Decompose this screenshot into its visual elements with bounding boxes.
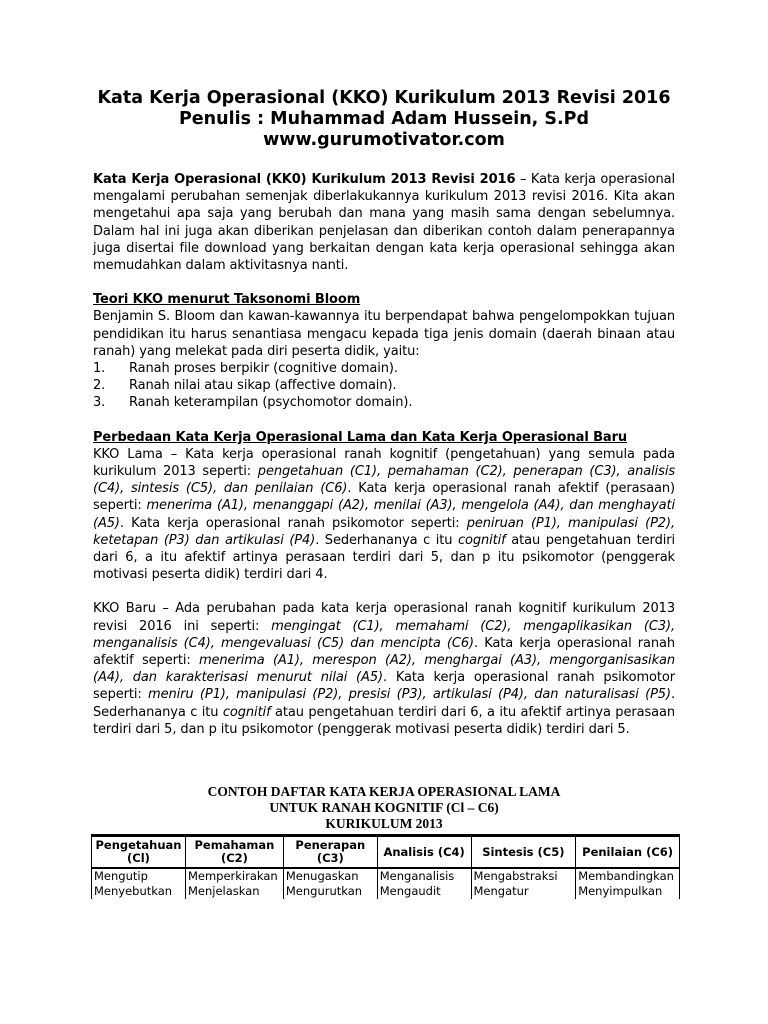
table-header-cell: Sintesis (C5): [471, 836, 576, 869]
table-cell: Menyebutkan: [92, 884, 186, 899]
title-line-1: Kata Kerja Operasional (KKO) Kurikulum 2013 Revisi 2016: [97, 88, 671, 108]
bloom-paragraph: Benjamin S. Bloom dan kawan-kawannya itu berpendapat bahwa pengelompokkan tujuan pendidikan itu harus senantiasa mengacu kepada tiga jenis domain (daerah binaan atau ranah) yang melekat pada diri peserta didik, yaitu:: [93, 309, 675, 359]
intro-text: – Kata kerja operasional mengalami perubahan semenjak diberlakukannya kurikulum 2013 revisi 2016. Kita akan mengetahui apa saja yang berubah dan mana yang masih sama dengan sebelumnya. Dalam hal ini juga akan diberikan penjelasan dan diberikan contoh dalam penerapannya juga disertai file download yang berkaitan dengan kata kerja operasional sehingga akan memudahkan dalam aktivitasnya nanti.: [93, 172, 676, 274]
table-cell: Menganalisis: [377, 868, 471, 884]
document-title: [60, 88, 708, 151]
bloom-domain-list: [93, 360, 675, 412]
kko-table: [91, 834, 680, 899]
document-body: [93, 171, 675, 738]
table-title-line-2: UNTUK RANAH KOGNITIF (Cl – C6): [269, 800, 499, 815]
list-item: 3. Ranah keterampilan (psychomotor domain).: [93, 395, 413, 411]
title-website: www.gurumotivator.com: [263, 130, 505, 150]
table-header-cell: Analisis (C4): [377, 836, 471, 869]
table-header-cell: Pemahaman (C2): [185, 836, 283, 869]
table-cell: Membandingkan: [576, 868, 680, 884]
table-cell: Memperkirakan: [185, 868, 283, 884]
table-header-cell: Pengetahuan (Cl): [92, 836, 186, 869]
list-item: 2. Ranah nilai atau sikap (affective domain).: [93, 378, 397, 394]
table-header-cell: Penerapan (C3): [283, 836, 377, 869]
table-cell: Mengatur: [471, 884, 576, 899]
table-cell: Mengaudit: [377, 884, 471, 899]
table-cell: Menugaskan: [283, 868, 377, 884]
table-cell: Menjelaskan: [185, 884, 283, 899]
table-cell: Mengabstraksi: [471, 868, 576, 884]
table-cell: Mengutip: [92, 868, 186, 884]
intro-paragraph: [93, 171, 675, 274]
kko-baru-paragraph: KKO Baru – Ada perubahan pada kata kerja operasional ranah kognitif kurikulum 2013 revisi 2016 ini seperti: mengingat (C1), memahami (C2), mengaplikasikan (C3), menganalisis (C4), mengevaluasi (C5) dan mencipta (C6). Kata kerja operasional ranah afektif seperti: menerima (A1), merespon (A2), menghargai (A3), mengorganisasikan (A4), dan karakterisasi menurut nilai (A5). Kata kerja operasional ranah psikomotor seperti: meniru (P1), manipulasi (P2), presisi (P3), artikulasi (P4), dan naturalisasi (P5). Sederhananya c itu cognitif atau pengetahuan terdiri dari 6, a itu afektif artinya perasaan terdiri dari 5, dan p itu psikomotor (penggerak motivasi peserta didik) terdiri dari 5.: [93, 601, 676, 737]
title-author: Penulis : Muhammad Adam Hussein, S.Pd: [178, 109, 590, 129]
table-row: [92, 868, 680, 884]
table-row: [92, 884, 680, 899]
list-item: 1. Ranah proses berpikir (cognitive domain).: [93, 361, 398, 377]
table-title-line-3: KURIKULUM 2013: [325, 816, 443, 831]
table-title-line-1: CONTOH DAFTAR KATA KERJA OPERASIONAL LAMA: [207, 784, 561, 799]
table-cell: Mengurutkan: [283, 884, 377, 899]
intro-bold-lead: Kata Kerja Operasional (KK0) Kurikulum 2013 Revisi 2016: [93, 172, 516, 187]
perbedaan-heading: Perbedaan Kata Kerja Operasional Lama dan Kata Kerja Operasional Baru: [93, 429, 628, 445]
kko-lama-paragraph: KKO Lama – Kata kerja operasional ranah kognitif (pengetahuan) yang semula pada kurikulum 2013 seperti: pengetahuan (C1), pemahaman (C2), penerapan (C3), analisis (C4), sintesis (C5), dan penilaian (C6). Kata kerja operasional ranah afektif (perasaan) seperti: menerima (A1), menanggapi (A2), menilai (A3), mengelola (A4), dan menghayati (A5). Kata kerja operasional ranah psikomotor seperti: peniruan (P1), manipulasi (P2), ketetapan (P3) dan artikulasi (P4). Sederhananya c itu cognitif atau pengetahuan terdiri dari 6, a itu afektif artinya perasaan terdiri dari 5, dan p itu psikomotor (penggerak motivasi peserta didik) terdiri dari 4.: [93, 446, 676, 583]
bloom-heading: Teori KKO menurut Taksonomi Bloom: [93, 292, 361, 308]
table-cell: Menyimpulkan: [576, 884, 680, 899]
table-title: [93, 784, 675, 832]
table-header-cell: Penilaian (C6): [576, 836, 680, 869]
table-header-row: [92, 836, 680, 869]
